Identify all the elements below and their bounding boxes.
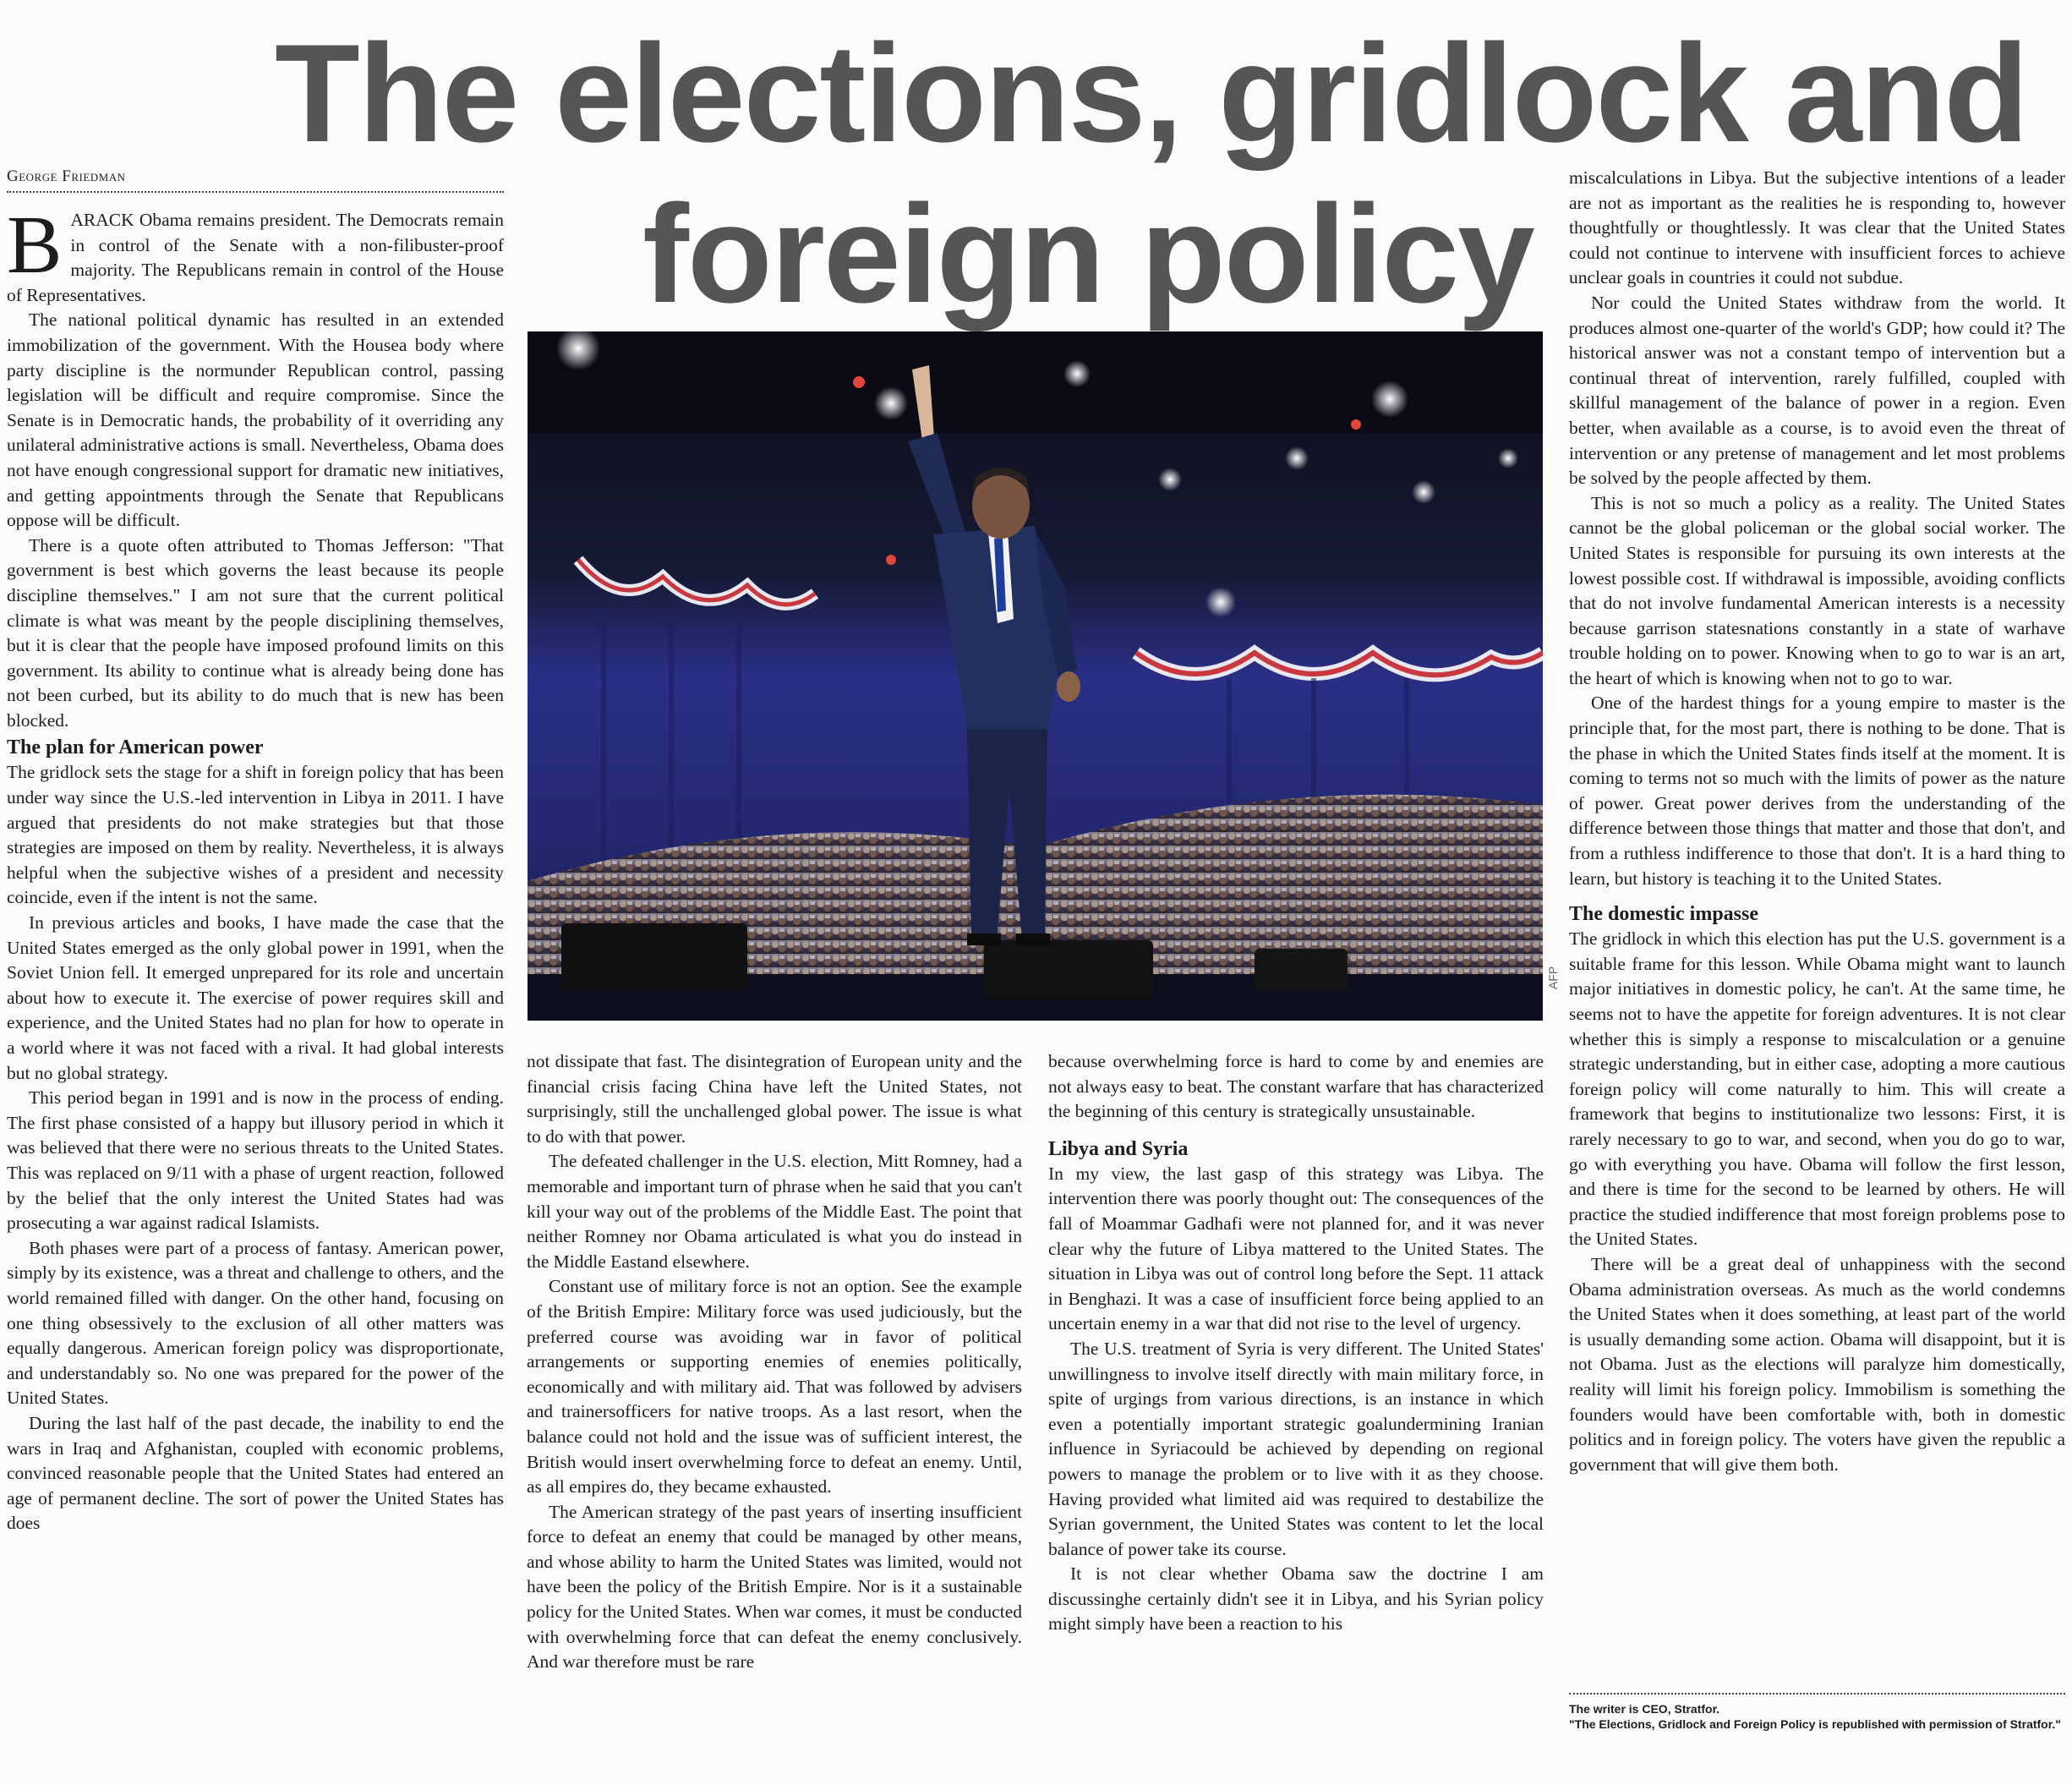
paragraph: There is a quote often attributed to Thomas Jefferson: "That government is best which governs the least because its people discipline themselves." I am not sure that the current political climate is what was meant by the people disciplining themselves, but it is clear that the people have imposed profound limits on this government. Its ability to continue what is already being done has not been curbed, but its ability to do much that is new has been blocked. <box>7 534 504 731</box>
paragraph: miscalculations in Libya. But the subjective intentions of a leader are not as important as the realities he is responding to, however thoughtfully or thoughtlessly. It was clear that the United States could not continue to intervene with insufficient forces to achieve unclear goals in countries it could not subdue. <box>1569 167 2065 288</box>
paragraph: The gridlock in which this election has put the U.S. government is a suitable frame for this lesson. While Obama might want to launch major initiatives in domestic policy, he can't. At the same time, he seems not to have the appetite for foreign adventures. It is not clear whether this is simply a response to miscalculation or a genuine strategic understanding, but in either case, adopting a more cautious foreign policy will come naturally to him. This will create a framework that begins to institutionalize two lessons: First, it is rarely necessary to go to war, and second, when you do go to war, go with everything you have. Obama will follow the first lesson, and there is time for the second to be learned by others. He will practice the studied indifference that most foreign problems pose to the United States. <box>1569 928 2065 1250</box>
paragraph: The gridlock sets the stage for a shift in foreign policy that has been under way since the U.S.-led intervention in Libya in 2011. I have argued that presidents do not make strategies but that those strategies are imposed on them by reality. Nevertheless, it is always helpful when the subjective wishes of a president and necessity coincide, even if the intent is not the same. <box>7 762 504 908</box>
paragraph: One of the hardest things for a young empire to master is the principle that, for the most part, there is nothing to be done. That is the phase in which the United States finds itself at the moment. It is coming to terms not so much with the limits of power as the nature of power. Great power derives from the understanding of the difference between those things that matter and those that don't, and from a ruthless indifference to those that don't. It is a hard thing to learn, but history is teaching it to the United States. <box>1569 693 2065 889</box>
paragraph: The defeated challenger in the U.S. election, Mitt Romney, had a memorable and important turn of phrase when he said that you can't kill your way out of the problems of the Middle East. The point that neither Romney nor Obama articulated is what you do instead in the Middle Eastand elsewhere. <box>527 1151 1022 1272</box>
footnote-permission: "The Elections, Gridlock and Foreign Policy is republished with permission of Stratfor." <box>1569 1717 2061 1731</box>
paragraph: This is not so much a policy as a reality. The United States cannot be the global policeman or the global social worker. The United States is responsible for pursuing its own interests at the lowest possible cost. If withdrawal is impossible, avoiding conflicts that do not involve fundamental American interests is a necessity because garrison statesnations constantly in a state of warhave trouble holding on to power. Knowing when to go to war is an art, the heart of which is knowing when not to go to war. <box>1569 492 2065 688</box>
drop-cap: B <box>7 200 63 291</box>
article-column-4 <box>1569 166 2065 1477</box>
paragraph: The American strategy of the past years of inserting insufficient force to defeat an enemy that could be managed by other means, and whose ability to harm the United States was limited, would not have been the policy of the British Empire. Nor is it a sustainable policy for the United States. When war comes, it must be conducted with overwhelming force that can defeat the enemy conclusively. And war therefore must be rare <box>527 1501 1022 1673</box>
lead-paragraph <box>7 200 504 308</box>
article-photo <box>528 331 1543 1021</box>
paragraph: There will be a great deal of unhappiness with the second Obama administration overseas. As much as the world condemns the United States when it does something, at least part of the world is usually demanding some action. Obama will disappoint, but it is not Obama. Just as the elections will paralyze him domestically, reality will limit his foreign policy. Immobilism is something the founders would have been comfortable with, both in domestic politics and in foreign policy. The voters have given the republic a government that will give them both. <box>1569 1253 2065 1475</box>
article-column-2 <box>527 1049 1022 1675</box>
paragraph: The national political dynamic has resulted in an extended immobilization of the government. With the Housea body where party discipline is the normunder Republican control, passing legislation will be difficult and require compromise. Since the Senate is in Democratic hands, the probability of it overriding any unilateral administrative actions is small. Nevertheless, Obama does not have enough congressional support for dramatic new initiatives, and getting appointments through the Senate that Republicans oppose will be difficult. <box>7 309 504 531</box>
headline-line-2: foreign policy <box>642 176 1533 331</box>
photo-credit: AFP <box>1546 966 1560 989</box>
photo-illustration <box>528 331 1543 1021</box>
subheading-american-power: The plan for American power <box>7 736 264 759</box>
paragraph: Both phases were part of a process of fantasy. American power, simply by its existence, was a threat and challenge to others, and the world remained filled with danger. On the other hand, focusing on one thing obsessively to the exclusion of all other matters was equally dangerous. American foreign policy was disproportionate, and understandably so. No one was prepared for the power of the United States. <box>7 1237 504 1409</box>
headline-line-1: The elections, gridlock and <box>275 15 2028 171</box>
author-footnote <box>1569 1693 2065 1732</box>
paragraph: During the last half of the past decade, the inability to end the wars in Iraq and Afghanistan, coupled with economic problems, convinced reasonable people that the United States had entered an age of permanent decline. The sort of power the United States has does <box>7 1412 504 1534</box>
paragraph: In previous articles and books, I have made the case that the United States emerged as the only global power in 1991, when the Soviet Union fell. It emerged unprepared for its role and uncertain about how to execute it. The exercise of power requires skill and experience, and the United States had no plan for how to operate in a world where it was not faced with a rival. It had global interests but no global strategy. <box>7 912 504 1083</box>
paragraph: This period began in 1991 and is now in the process of ending. The first phase consisted of a happy but illusory period in which it was believed that there were no serious threats to the United States. This was replaced on 9/11 with a phase of urgent reaction, followed by the belief that the only interest the United States had was prosecuting a war against radical Islamists. <box>7 1087 504 1234</box>
paragraph: Constant use of military force is not an option. See the example of the British Empire: Military force was used judiciously, but the preferred course was avoiding war in favor of political arrangements or supporting enemies of enemies politically, economically and with military aid. That was followed by advisers and trainersofficers for native troops. As a last resort, when the balance could not hold and the issue was of sufficient interest, the British would insert overwhelming force to defeat an enemy. Until, as all empires do, they became exhausted. <box>527 1276 1022 1498</box>
article-column-1 <box>7 200 504 1536</box>
subheading-libya-syria: Libya and Syria <box>1048 1137 1189 1160</box>
byline: George Friedman <box>7 167 504 193</box>
paragraph: It is not clear whether Obama saw the doctrine I am discussinghe certainly didn't see it in Libya, and his Syrian policy might simply have been a reaction to his <box>1048 1563 1544 1634</box>
article-column-3 <box>1048 1049 1544 1637</box>
lead-paragraph-text: ARACK Obama remains president. The Democrats remain in control of the Senate with a non-filibuster-proof majority. The Republicans remain in control of the House of Representatives. <box>7 210 504 305</box>
paragraph: Nor could the United States withdraw from the world. It produces almost one-quarter of the world's GDP; how could it? The historical answer was not a constant tempo of intervention but a continual threat of intervention, rarely fulfilled, coupled with skillful management of the balance of power in a region. Even better, when available as a course, is to avoid even the threat of intervention or any pretense of management and let most problems be solved by the people affected by them. <box>1569 292 2065 489</box>
paragraph: not dissipate that fast. The disintegration of European unity and the financial crisis facing China have left the United States, not surprisingly, still the unchallenged global power. The issue is what to do with that power. <box>527 1051 1022 1147</box>
paragraph: The U.S. treatment of Syria is very different. The United States' unwillingness to involve itself directly with main military force, in spite of urgings from various directions, is an instance in which even a potentially important strategic goalundermining Iranian influence in Syriacould be achieved by depending on regional powers to manage the problem or to live with it as they choose. Having provided what limited aid was required to destabilize the Syrian government, the United States was content to let the local balance of power take its course. <box>1048 1338 1544 1559</box>
paragraph: In my view, the last gasp of this strategy was Libya. The intervention there was poorly thought out: The consequences of the fall of Moammar Gadhafi were not planned for, and it was never clear why the future of Libya mattered to the United States. The situation in Libya was out of control long before the Sept. 11 attack in Benghazi. It was a case of insufficient force being applied to an uncertain enemy in a war that did not rise to the level of urgency. <box>1048 1163 1544 1334</box>
subheading-domestic-impasse: The domestic impasse <box>1569 903 1758 926</box>
footnote-author: The writer is CEO, Stratfor. <box>1569 1702 1720 1716</box>
paragraph: because overwhelming force is hard to come by and enemies are not always easy to beat. The constant warfare that has characterized the beginning of this century is strategically unsustainable. <box>1048 1051 1544 1122</box>
